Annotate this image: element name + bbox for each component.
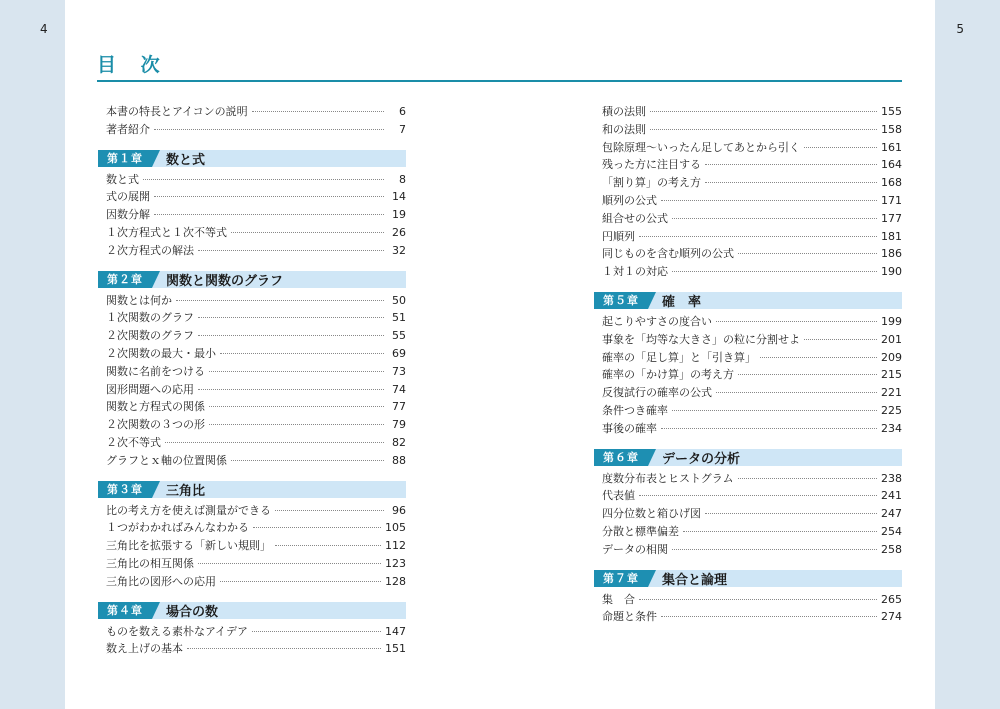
dot-leader: [198, 250, 384, 251]
toc-entry[interactable]: [602, 402, 902, 420]
chapter-title: 関数と関数のグラフ: [166, 273, 284, 289]
entry-title: 三角比の図形への応用: [106, 574, 216, 588]
toc-entry[interactable]: [106, 103, 406, 121]
toc-entry[interactable]: [602, 591, 902, 609]
entry-title: ２次関数のグラフ: [106, 329, 194, 343]
chapter-heading[interactable]: [98, 602, 406, 619]
chapter-title: データの分析: [662, 451, 741, 467]
toc-entry[interactable]: [106, 452, 406, 470]
entry-page-number: 88: [392, 453, 406, 467]
toc-entry[interactable]: [602, 505, 902, 523]
dot-leader: [661, 616, 877, 617]
entry-title: 確率の「かけ算」の考え方: [602, 368, 734, 382]
toc-entry[interactable]: [106, 345, 406, 363]
chapter-title: 三角比: [166, 483, 206, 499]
dot-leader: [661, 428, 877, 429]
toc-entry[interactable]: [602, 210, 902, 228]
entry-page-number: 96: [392, 503, 406, 517]
entry-title: 事象を「均等な大きさ」の粒に分割せよ: [602, 332, 800, 346]
dot-leader: [738, 374, 877, 375]
dot-leader: [165, 442, 384, 443]
entry-title: ２次関数の最大・最小: [106, 346, 216, 360]
entry-title: １次方程式と１次不等式: [106, 225, 227, 239]
toc-entry[interactable]: [602, 366, 902, 384]
entry-title: ２次不等式: [106, 435, 161, 449]
entry-title: 四分位数と箱ひげ図: [602, 507, 701, 521]
right-page-margin: [935, 0, 1000, 709]
toc-entry[interactable]: [106, 363, 406, 381]
entry-title: グラフとｘ軸の位置関係: [106, 453, 227, 467]
entry-title: 図形問題への応用: [106, 382, 194, 396]
entry-title: ２次方程式の解法: [106, 243, 194, 257]
dot-leader: [154, 196, 384, 197]
entry-title: 命題と条件: [602, 610, 657, 624]
entry-page-number: 69: [392, 346, 406, 360]
dot-leader: [176, 300, 384, 301]
chapter-number-tag: 第３章: [98, 481, 152, 498]
entry-page-number: 190: [881, 265, 902, 279]
entry-title: 関数に名前をつける: [106, 364, 205, 378]
toc-entry[interactable]: [106, 206, 406, 224]
entry-title: １対１の対応: [602, 265, 668, 279]
chapter-title: 数と式: [166, 152, 206, 168]
entry-page-number: 14: [392, 190, 406, 204]
dot-leader: [804, 339, 877, 340]
toc-column-left: [106, 103, 406, 658]
entry-page-number: 8: [399, 172, 406, 186]
entry-page-number: 155: [881, 105, 902, 118]
chapter-number-tag: 第４章: [98, 602, 152, 619]
page-number-left: 4: [40, 22, 48, 36]
entry-page-number: 158: [881, 122, 902, 136]
entry-title: 組合せの公式: [602, 211, 668, 225]
dot-leader: [760, 357, 877, 358]
dot-leader: [716, 392, 877, 393]
entry-title: 代表値: [602, 489, 635, 503]
toc-entry[interactable]: [602, 470, 902, 488]
entry-page-number: 168: [881, 176, 902, 190]
toc-entry[interactable]: [106, 398, 406, 416]
dot-leader: [705, 513, 877, 514]
dot-leader: [198, 317, 384, 318]
entry-title: 円順列: [602, 229, 635, 243]
toc-entry[interactable]: [106, 224, 406, 242]
toc-entry[interactable]: [602, 228, 902, 246]
dot-leader: [639, 495, 877, 496]
toc-entry[interactable]: [602, 174, 902, 192]
entry-page-number: 209: [881, 350, 902, 364]
dot-leader: [198, 335, 384, 336]
dot-leader: [198, 389, 384, 390]
chapter-number-tag: 第６章: [594, 449, 648, 466]
dot-leader: [187, 648, 381, 649]
entry-page-number: 55: [392, 329, 406, 343]
chapter-title: 確 率: [662, 294, 702, 310]
entry-page-number: 7: [399, 122, 406, 136]
entry-title: 同じものを含む順列の公式: [602, 247, 734, 261]
left-page-margin: [0, 0, 65, 709]
entry-title: 集 合: [602, 592, 635, 606]
entry-title: 積の法則: [602, 105, 646, 118]
toc-entry[interactable]: [106, 537, 406, 555]
toc-entry[interactable]: [106, 292, 406, 310]
entry-title: 関数とは何か: [106, 293, 172, 307]
entry-title: 確率の「足し算」と「引き算」: [602, 350, 756, 364]
toc-entry[interactable]: [106, 242, 406, 260]
entry-page-number: 199: [881, 314, 902, 328]
dot-leader: [650, 111, 877, 112]
chapter-heading[interactable]: [98, 150, 406, 167]
dot-leader: [231, 232, 384, 233]
dot-leader: [198, 563, 381, 564]
dot-leader: [672, 549, 877, 550]
entry-page-number: 151: [385, 642, 406, 656]
entry-title: データの相関: [602, 542, 668, 556]
entry-title: 度数分布表とヒストグラム: [602, 471, 734, 485]
entry-page-number: 164: [881, 158, 902, 172]
entry-page-number: 51: [392, 311, 406, 325]
toc-entry[interactable]: [602, 139, 902, 157]
title-rule: [97, 80, 902, 82]
entry-title: 包除原理〜いったん足してあとから引く: [602, 140, 800, 154]
entry-page-number: 225: [881, 403, 902, 417]
toc-entry[interactable]: [602, 263, 902, 281]
dot-leader: [231, 460, 384, 461]
entry-title: 事後の確率: [602, 421, 657, 435]
entry-page-number: 147: [385, 624, 406, 638]
entry-title: 起こりやすさの度合い: [602, 314, 712, 328]
entry-page-number: 19: [392, 208, 406, 222]
entry-title: 残った方に注目する: [602, 158, 701, 172]
toc-entry[interactable]: [602, 313, 902, 331]
dot-leader: [253, 527, 381, 528]
entry-title: 三角比を拡張する「新しい規則」: [106, 539, 271, 553]
toc-entry[interactable]: [106, 555, 406, 573]
dot-leader: [154, 214, 384, 215]
entry-title: 関数と方程式の関係: [106, 400, 205, 414]
entry-page-number: 73: [392, 364, 406, 378]
dot-leader: [275, 545, 381, 546]
toc-entry[interactable]: [602, 523, 902, 541]
toc-entry[interactable]: [106, 573, 406, 591]
entry-page-number: 181: [881, 229, 902, 243]
entry-page-number: 123: [385, 556, 406, 570]
toc-entry[interactable]: [602, 384, 902, 402]
entry-page-number: 254: [881, 524, 902, 538]
entry-page-number: 161: [881, 140, 902, 154]
toc-entry[interactable]: [106, 381, 406, 399]
toc-entry[interactable]: [602, 103, 902, 121]
entry-title: 著者紹介: [106, 122, 150, 136]
entry-title: １次関数のグラフ: [106, 311, 194, 325]
dot-leader: [716, 321, 877, 322]
entry-page-number: 241: [881, 489, 902, 503]
toc-entry[interactable]: [602, 420, 902, 438]
chapter-heading[interactable]: [594, 292, 902, 309]
dot-leader: [639, 236, 877, 237]
toc-entry[interactable]: [106, 309, 406, 327]
dot-leader: [661, 200, 877, 201]
chapter-number-tag: 第７章: [594, 570, 648, 587]
toc-entry[interactable]: [106, 327, 406, 345]
entry-page-number: 171: [881, 193, 902, 207]
dot-leader: [639, 599, 877, 600]
entry-title: 比の考え方を使えば測量ができる: [106, 503, 271, 517]
entry-page-number: 234: [881, 421, 902, 435]
toc-entry[interactable]: [106, 640, 406, 658]
dot-leader: [804, 147, 877, 148]
entry-title: 本書の特長とアイコンの説明: [106, 105, 248, 118]
entry-page-number: 177: [881, 211, 902, 225]
entry-page-number: 79: [392, 418, 406, 432]
entry-page-number: 128: [385, 574, 406, 588]
chapter-number-tag: 第１章: [98, 150, 152, 167]
entry-page-number: 26: [392, 225, 406, 239]
entry-page-number: 74: [392, 382, 406, 396]
dot-leader: [154, 129, 384, 130]
dot-leader: [209, 371, 384, 372]
dot-leader: [650, 129, 877, 130]
entry-title: 因数分解: [106, 208, 150, 222]
entry-title: 反復試行の確率の公式: [602, 386, 712, 400]
entry-title: 順列の公式: [602, 193, 657, 207]
dot-leader: [705, 182, 877, 183]
chapter-heading[interactable]: [98, 271, 406, 288]
dot-leader: [738, 478, 877, 479]
dot-leader: [143, 179, 384, 180]
toc-entry[interactable]: [106, 519, 406, 537]
chapter-title: 集合と論理: [662, 572, 728, 588]
dot-leader: [672, 410, 877, 411]
chapter-heading[interactable]: [594, 449, 902, 466]
dot-leader: [220, 353, 384, 354]
entry-title: 分散と標準偏差: [602, 524, 679, 538]
entry-title: 「割り算」の考え方: [602, 176, 701, 190]
entry-page-number: 274: [881, 610, 902, 624]
toc-column-right: [602, 103, 902, 626]
toc-entry[interactable]: [602, 192, 902, 210]
dot-leader: [209, 406, 384, 407]
dot-leader: [705, 164, 877, 165]
entry-title: １つがわかればみんなわかる: [106, 521, 249, 535]
toc-entry[interactable]: [106, 416, 406, 434]
entry-page-number: 201: [881, 332, 902, 346]
entry-title: 条件つき確率: [602, 403, 668, 417]
entry-page-number: 221: [881, 386, 902, 400]
page-title: 目 次: [97, 54, 169, 76]
page-number-right: 5: [956, 22, 964, 36]
entry-page-number: 50: [392, 293, 406, 307]
toc-entry[interactable]: [602, 487, 902, 505]
toc-entry[interactable]: [602, 349, 902, 367]
entry-page-number: 32: [392, 243, 406, 257]
entry-page-number: 265: [881, 592, 902, 606]
entry-page-number: 77: [392, 400, 406, 414]
dot-leader: [252, 631, 381, 632]
toc-entry[interactable]: [106, 434, 406, 452]
dot-leader: [252, 111, 384, 112]
entry-title: 式の展開: [106, 190, 150, 204]
dot-leader: [738, 253, 877, 254]
entry-page-number: 258: [881, 542, 902, 556]
toc-entry[interactable]: [602, 121, 902, 139]
dot-leader: [220, 581, 381, 582]
entry-page-number: 112: [385, 539, 406, 553]
chapter-heading[interactable]: [594, 570, 902, 587]
entry-title: 三角比の相互関係: [106, 556, 194, 570]
toc-entry[interactable]: [602, 541, 902, 559]
toc-entry[interactable]: [106, 171, 406, 189]
dot-leader: [275, 510, 384, 511]
dot-leader: [672, 218, 877, 219]
toc-entry[interactable]: [602, 331, 902, 349]
toc-entry[interactable]: [602, 608, 902, 626]
toc-entry[interactable]: [602, 156, 902, 174]
entry-title: ものを数える素朴なアイデア: [106, 624, 249, 638]
toc-entry[interactable]: [106, 188, 406, 206]
chapter-heading[interactable]: [98, 481, 406, 498]
dot-leader: [683, 531, 877, 532]
entry-title: 数え上げの基本: [106, 642, 183, 656]
dot-leader: [209, 424, 384, 425]
entry-page-number: 186: [881, 247, 902, 261]
entry-page-number: 238: [881, 471, 902, 485]
entry-title: 数と式: [106, 172, 139, 186]
entry-page-number: 82: [392, 435, 406, 449]
toc-entry[interactable]: [106, 502, 406, 520]
toc-entry[interactable]: [106, 623, 406, 641]
chapter-number-tag: 第２章: [98, 271, 152, 288]
chapter-number-tag: 第５章: [594, 292, 648, 309]
entry-page-number: 105: [385, 521, 406, 535]
entry-page-number: 247: [881, 507, 902, 521]
entry-title: 和の法則: [602, 122, 646, 136]
toc-entry[interactable]: [106, 121, 406, 139]
dot-leader: [672, 271, 877, 272]
entry-title: ２次関数の３つの形: [106, 418, 205, 432]
toc-entry[interactable]: [602, 245, 902, 263]
entry-page-number: 215: [881, 368, 902, 382]
entry-page-number: 6: [399, 105, 406, 118]
chapter-title: 場合の数: [166, 604, 219, 620]
